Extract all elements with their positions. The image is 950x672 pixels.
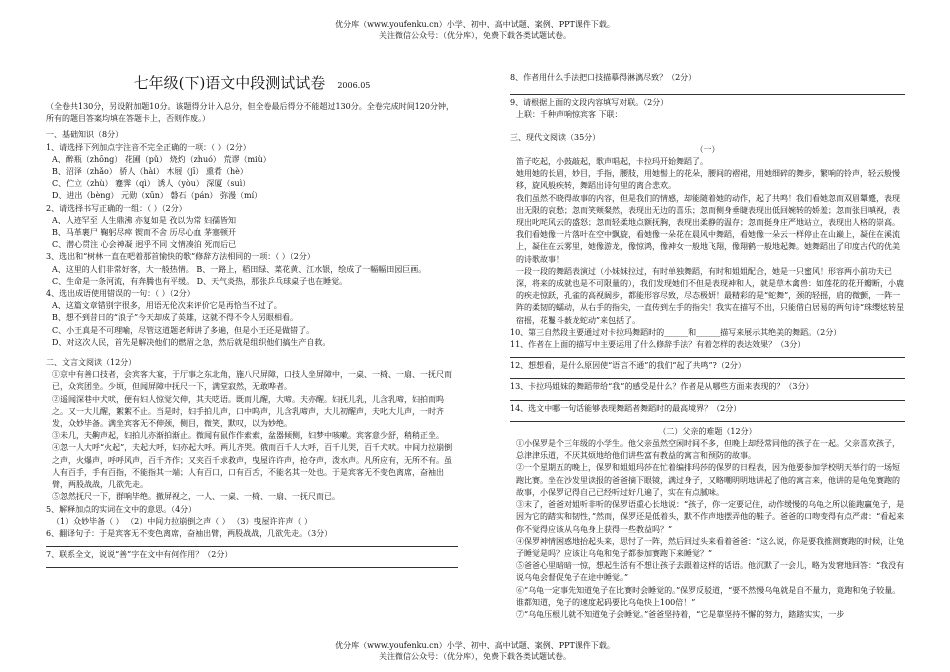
option-ab: A、这里的人们非常好客，大一般热情。 B、一路上，稻田绿、菜花黄、江水银，绘成了一幅幅田园巨画。 bbox=[52, 264, 427, 274]
question-6: 6、翻译句子：于是宾客无不变色离席，奋袖出臂，两股战战，几欲先走。（3分） bbox=[46, 528, 333, 538]
option-cd: C、生命是一条河流，有奔腾也有平缓。 D、天气炎热，那张乒乓球桌子也在睡觉。 bbox=[52, 276, 348, 286]
passage-1-paragraph-4: 一段一段的舞蹈表演过（小妹妹拉过，有时单独舞蹈，有时和姐姐配合，她是一只蜜风！形容两小前功夫已深，将来的成就也是不可限量的），我们发现她们不但是表现神和人，就是草木禽兽：如莲花的花开瓣断，小鹿的疾走惊跃，孔雀的高视阔步，都能形容尽致，尽态极妍！最精彩的是“蛇舞”，颈的轻摇，肩的微颤，一阵一阵的柔韧的蠕动，从右手的指尖，一直传到左手的指尖！我实在描写不出，只能借白居易的两句诗“珠缨炫转星宿摇，花鬘斗薮龙蛇动”来包括了。 bbox=[516, 266, 905, 325]
passage-2-paragraph-6: ⑥“乌龟一定事先知道兔子在比赛时会睡觉的。”保罗反驳道，“要不然慢乌龟就是自不量力，竟跑和兔子较量。谁都知道，兔子的速度起码要比乌龟快上100倍！” bbox=[516, 585, 901, 607]
question-13: 13、卡拉玛姐妹的舞蹈带给“我”的感受是什么？作者是从哪些方面来表现的？（3分） bbox=[510, 382, 814, 392]
passage-paragraph-2: ②遥闻深巷中犬吠，便有妇人惊觉欠伸，其夫呓语。既而儿醒，大啼。夫亦醒。妇抚儿乳，儿含乳啼，妇拍而呜之。又一大儿醒，絮絮不止。当是时，妇手拍儿声，口中呜声，儿含乳啼声，大儿初醒声，夫叱大儿声，一时齐发，众妙毕备。满坐宾客无不伸颈，侧目，微笑，默叹，以为妙绝。 bbox=[52, 394, 444, 429]
question-14: 14、选文中哪一句话能够表现舞蹈者舞蹈时的最高境界？（2分） bbox=[510, 403, 742, 413]
couplet: 上联：千种声响惊宾客 下联： bbox=[516, 110, 623, 120]
passage-paragraph-1: ①京中有善口技者，会宾客大宴，于厅事之东北角，施八尺屏障，口技人坐屏障中，一桌、一椅、一扇、一抚尺而已，众宾团坐。少顷，但闻屏障中抚尺一下，满堂寂然，无敢哗者。 bbox=[52, 370, 452, 392]
option-b: B、想不到昔日的“浪子”今天却成了英雄，这就不得不令人另眼相看。 bbox=[52, 313, 299, 323]
answer-line bbox=[46, 561, 458, 568]
section-heading: 二、文言文阅读（12分） bbox=[46, 358, 137, 368]
passage-1-paragraph-2: 她用她的长眉，妙目，手指，腰肢，用她髻上的花朵，腰间的褶裙，用她细碎的舞步，繁响的铃声，轻云般慢移，旋风般疾转，舞蹈出诗句里的离合悲欢。 bbox=[516, 169, 900, 191]
passage-2-paragraph-3: ③末了，爸爸对姐听非听的保罗语重心长地说：“孩子，你一定要记住，动作缓慢的乌龟之所以能跑赢兔子，是因为它的踏实和韧性，”然而，保罗还是低着头，默不作声地摆弄他的鞋子。爸爸的口吻变得有点严肃：“看起来你不觉得应该从乌龟身上获得一些教益吗？” bbox=[516, 500, 905, 534]
passage-2-paragraph-4: ④保罗神情困惑地抬起头来，思忖了一阵，然后回过头来看着爸爸：“这么说，你是要我推测赛跑的时候，让兔子睡觉是吗？应该让乌龟和兔子都参加赛跑下来睡觉？” bbox=[516, 536, 905, 558]
passage-1-paragraph-1: 笛子吃起，小鼓敲起，歌声唱起，卡拉玛开始舞蹈了。 bbox=[516, 157, 708, 167]
option-a: A、醉瓶（zhōng） 花圃（pǔ） 烧灼（zhuó） 荒谬（miù） bbox=[52, 154, 271, 164]
answer-line bbox=[510, 372, 905, 379]
answer-line bbox=[510, 351, 905, 358]
answer-line bbox=[46, 540, 458, 547]
question-10: 10、第三自然段主要通过对卡拉玛舞蹈时的______和______描写来展示其绝美的舞蹈。（2分） bbox=[510, 327, 842, 337]
option-a: A、这篇文章错别字很多，用语无伦次来评价它是再恰当不过了。 bbox=[52, 301, 282, 311]
question-3: 3、选出和“树林一直在吧着那首愉快的歌”修辞方法相同的一项：（ ）（2分） bbox=[46, 252, 315, 262]
question-2: 2、请选择书写正确的一组：（ ）（2分） bbox=[46, 203, 187, 213]
header-line-1: 优分库（www.youfenku.cn）小学、初中、高中试题、案例、PPT课件下载。 bbox=[335, 20, 615, 29]
passage-paragraph-5: ⑤忽然抚尺一下，群响毕绝。撤屏视之，一人、一桌、一椅、一扇、一抚尺而已。 bbox=[52, 492, 340, 502]
option-b: B、马革裹尸 鞠躬尽瘁 锲而不舍 历尽心血 茅塞顿开 bbox=[52, 228, 237, 238]
passage-2-paragraph-1: ①小保罗是个三年级的小学生。他父亲虽然空闲时间不多，但晚上却经常同他的孩子在一起。父亲喜欢孩子，总津津乐道，不厌其烦地给他们讲些富有教益的寓言和预防的故事。 bbox=[516, 439, 900, 461]
question-8: 8、作者用什么手法把口技描摹得淋漓尽致？（2分） bbox=[510, 73, 697, 82]
right-column bbox=[510, 72, 905, 621]
option-b: B、沼泽（zhǎo） 骄人（hài） 木屐（jī） 熏肴（hè） bbox=[52, 167, 248, 177]
option-d: D、进出（bèng） 元勋（xūn） 磐石（pán） 弥漫（mí） bbox=[52, 191, 263, 201]
section-classical-reading bbox=[46, 357, 458, 568]
question-4: 4、选出成语使用错误的一句：（ ）（2分） bbox=[46, 289, 195, 299]
page-footer bbox=[0, 640, 950, 662]
question-9: 9、请根据上面的文段内容填写对联。（2分） bbox=[510, 98, 669, 108]
exam-title-block bbox=[46, 72, 458, 97]
exam-title: 七年级(下)语文中段测试试卷 bbox=[133, 74, 326, 92]
option-c: C、小王真是不可理喻，尽管这道题老师讲了多遍，但是小王还是做错了。 bbox=[52, 325, 315, 335]
passage-2-paragraph-5: ⑤爸爸心里暗暗一惊，想起生活有不想让孩子去跟着这样的话语。他沉默了一会儿，略为发窘地回答：“我没有说乌龟会督促兔子在途中睡觉。” bbox=[516, 561, 905, 583]
question-5-items: （1）众妙毕备（ ） （2）中间力拉崩倒之声（ ） （3）曳屋许许声（ ） bbox=[52, 516, 312, 526]
answer-line bbox=[510, 415, 905, 422]
passage-2-heading: （二）父亲的难题（12分） bbox=[658, 426, 757, 436]
question-1: 1、请选择下列加点字注音不完全正确的一项：（ ）（2分） bbox=[46, 142, 251, 152]
exam-date: 2006.05 bbox=[337, 81, 371, 90]
option-c: C、伫立（zhù） 蹇霁（qì） 诱人（yòu） 深厦（suì） bbox=[52, 179, 251, 189]
passage-paragraph-4: ④忽一人大呼“火起”，夫起大呼，妇亦起大呼。两儿齐哭。俄而百千人大呼，百千儿哭，百千犬吠。中间力拉崩倒之声，火爆声，呼呼风声，百千齐作；又夹百千求救声，曳屋许许声，抢夺声，泼水声。凡所应有，无所不有。虽人有百手，手有百指，不能指其一端；人有百口，口有百舌，不能名其一处也。于是宾客无不变色离席，奋袖出臂，两股战战，几欲先走。 bbox=[52, 443, 453, 490]
question-11: 11、作者在上面的描写中主要运用了什么修辞手法？有着怎样的表达效果？（3分） bbox=[510, 340, 806, 350]
question-5: 5、解释加点的实词在文中的意思。（4分） bbox=[46, 504, 197, 514]
passage-1-paragraph-3: 我们虽然不晓得故事的内容，但是我们的情感，却能随着她的动作，起了共鸣！我们看她忽而双眉颦蹙，表现出无限的哀愁；忽而笑颊粲然，表现出无边的喜乐；忽而侧身垂睫表现出低回婉转的娇羞；忽而张目嗔视，表现出叱咤风云的盛怒；忽而轻柔地点额抚胸，表现出柔静的温存；忽而挺身庄严地站立，表现出人格的崇高。我们看她像一片落叶在空中飘旋，看她像一朵花在晨风中舞蹈，看她像一朵云一样停止在山巅上，凝住在溪流上，凝住在云雾里，她像游龙，像惊鸿，像神女一般地飞翔，像翔鹤一般地起舞。她舞蹈出了印度古代的优美的诗歌故事！ bbox=[516, 193, 900, 264]
passage-paragraph-3: ③未几，夫齁声起，妇拍儿亦渐拍渐止。微闻有鼠作作索索，盆器倾侧，妇梦中咳嗽。宾客意少舒，稍稍正坐。 bbox=[52, 431, 444, 441]
footer-line-2: 关注微信公众号：（优分库），免费下载各类试题试卷。 bbox=[379, 652, 571, 661]
section-basic-knowledge bbox=[46, 129, 458, 349]
question-7: 7、联系全文，说说“善”字在文中有何作用？（2分） bbox=[46, 550, 233, 560]
passage-1-heading: （一） bbox=[695, 144, 720, 154]
page-header bbox=[0, 19, 950, 41]
option-d: D、对这次人民，首先是解决他们的燃眉之急，然后就是组织他们搞生产自救。 bbox=[52, 337, 331, 347]
footer-line-1: 优分库（www.youfenku.cn）小学、初中、高中试题、案例、PPT课件下载。 bbox=[335, 641, 615, 650]
option-c: C、潜心贯注 心会神凝 迥乎不同 文情凑泊 死而后已 bbox=[52, 240, 237, 250]
passage-2-paragraph-7: ⑦“乌龟压根儿就不知道兔子会睡觉。”爸爸坚持着，“它是靠坚持不懈的努力，踏踏实实，一步 bbox=[516, 609, 845, 619]
section-heading: 三、现代文阅读（35分） bbox=[510, 132, 601, 142]
exam-intro: （全卷共130分，另设附加题10分。该题得分计入总分，但全卷最后得分不能超过130分。全卷完成时间120分钟，所有的题目答案均填在答题卡上，否则作废。） bbox=[46, 102, 454, 124]
passage-2-paragraph-2: ②一个星期五的晚上，保罗和姐姐玛莎在忙着编排玛莎的保罗的日程表，因为他要参加学校明天举行的一场短跑比赛。坐在沙发里读报的爸爸摘下眼镜，满过身子，又略嘲明明地讲起了他的寓言来，他讲的是龟兔赛跑的故事，小保罗记得自己已经听过好几遍了，实在有点腻味。 bbox=[516, 463, 900, 497]
header-line-2: 关注微信公众号：（优分库），免费下载各类试题试卷。 bbox=[379, 31, 571, 40]
option-a: A、人迹罕至 人生鼎沸 亦复如是 孜以为常 妇孺皆知 bbox=[52, 215, 236, 225]
answer-line bbox=[510, 394, 905, 401]
question-12: 12、想想看，是什么原因使“语言不通”的我们“起了共鸣”?（2分） bbox=[510, 361, 746, 371]
left-column bbox=[46, 72, 458, 570]
answer-line bbox=[510, 84, 905, 95]
section-heading: 一、基础知识（8分） bbox=[46, 130, 124, 140]
